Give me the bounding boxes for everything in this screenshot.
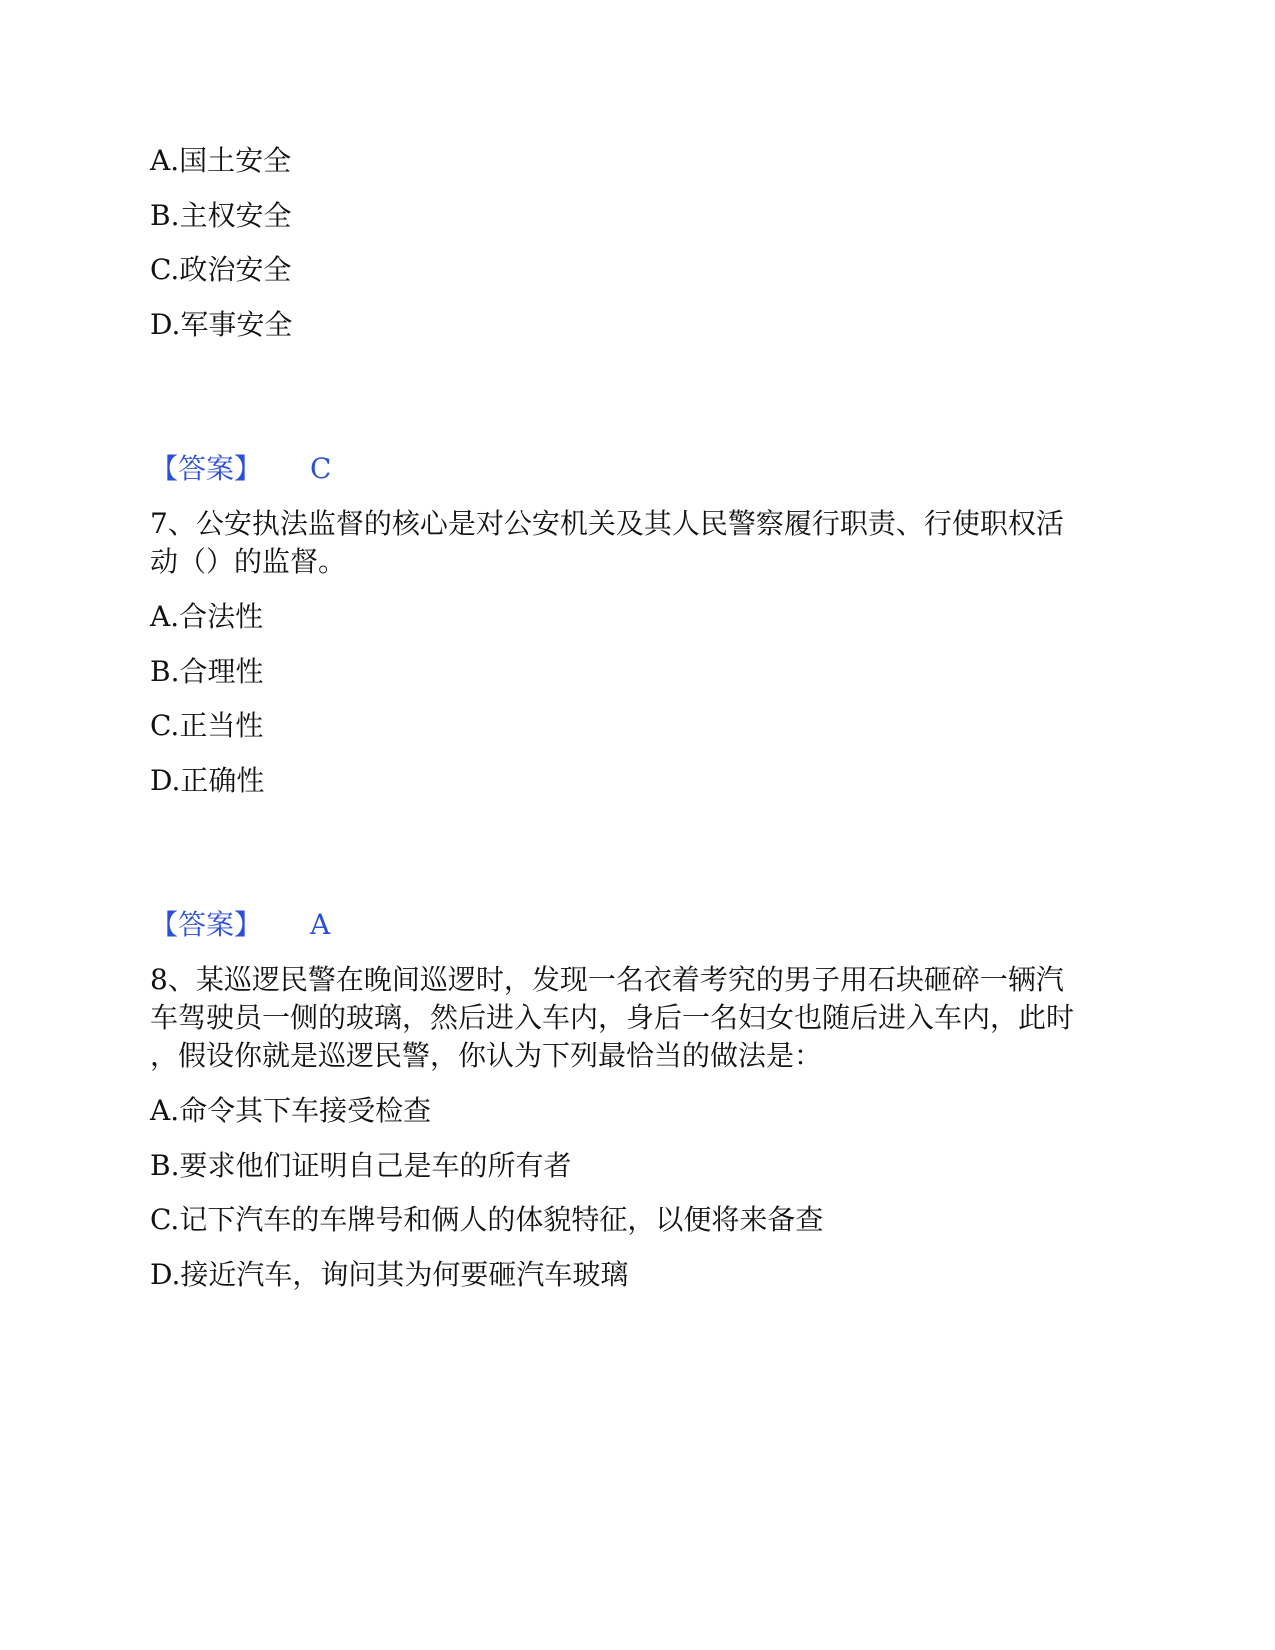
- question-7-option-a: A.合法性: [150, 600, 264, 633]
- answer-value: A: [310, 908, 331, 941]
- option-c: C.政治安全: [150, 253, 292, 286]
- question-8-option-c: C.记下汽车的车牌号和俩人的体貌特征，以便将来备查: [150, 1203, 824, 1236]
- question-8-stem-line-2: 车驾驶员一侧的玻璃，然后进入车内，身后一名妇女也随后进入车内，此时: [150, 1001, 1075, 1034]
- option-b: B.主权安全: [150, 199, 292, 232]
- question-8-option-b: B.要求他们证明自己是车的所有者: [150, 1149, 572, 1182]
- answer-label: 【答案】: [150, 452, 263, 485]
- answer-block-1: [150, 449, 331, 489]
- answer-value: C: [310, 452, 332, 485]
- answer-label: 【答案】: [150, 908, 263, 941]
- question-8-stem-line-1: 8、某巡逻民警在晚间巡逻时，发现一名衣着考究的男子用石块砸碎一辆汽: [150, 963, 1064, 996]
- question-7-stem-line-1: 7、公安执法监督的核心是对公安机关及其人民警察履行职责、行使职权活: [150, 507, 1064, 540]
- answer-block-7: [150, 905, 330, 945]
- option-a: A.国土安全: [150, 144, 292, 177]
- question-7-option-c: C.正当性: [150, 709, 264, 742]
- question-8-stem-line-3: ，假设你就是巡逻民警，你认为下列最恰当的做法是：: [150, 1039, 823, 1072]
- question-7-option-b: B.合理性: [150, 655, 264, 688]
- question-8-option-a: A.命令其下车接受检查: [150, 1094, 432, 1127]
- question-7-stem-line-2: 动（）的监督。: [150, 545, 347, 578]
- question-7-option-d: D.正确性: [150, 764, 265, 797]
- option-d: D.军事安全: [150, 308, 293, 341]
- question-8-option-d: D.接近汽车，询问其为何要砸汽车玻璃: [150, 1258, 629, 1291]
